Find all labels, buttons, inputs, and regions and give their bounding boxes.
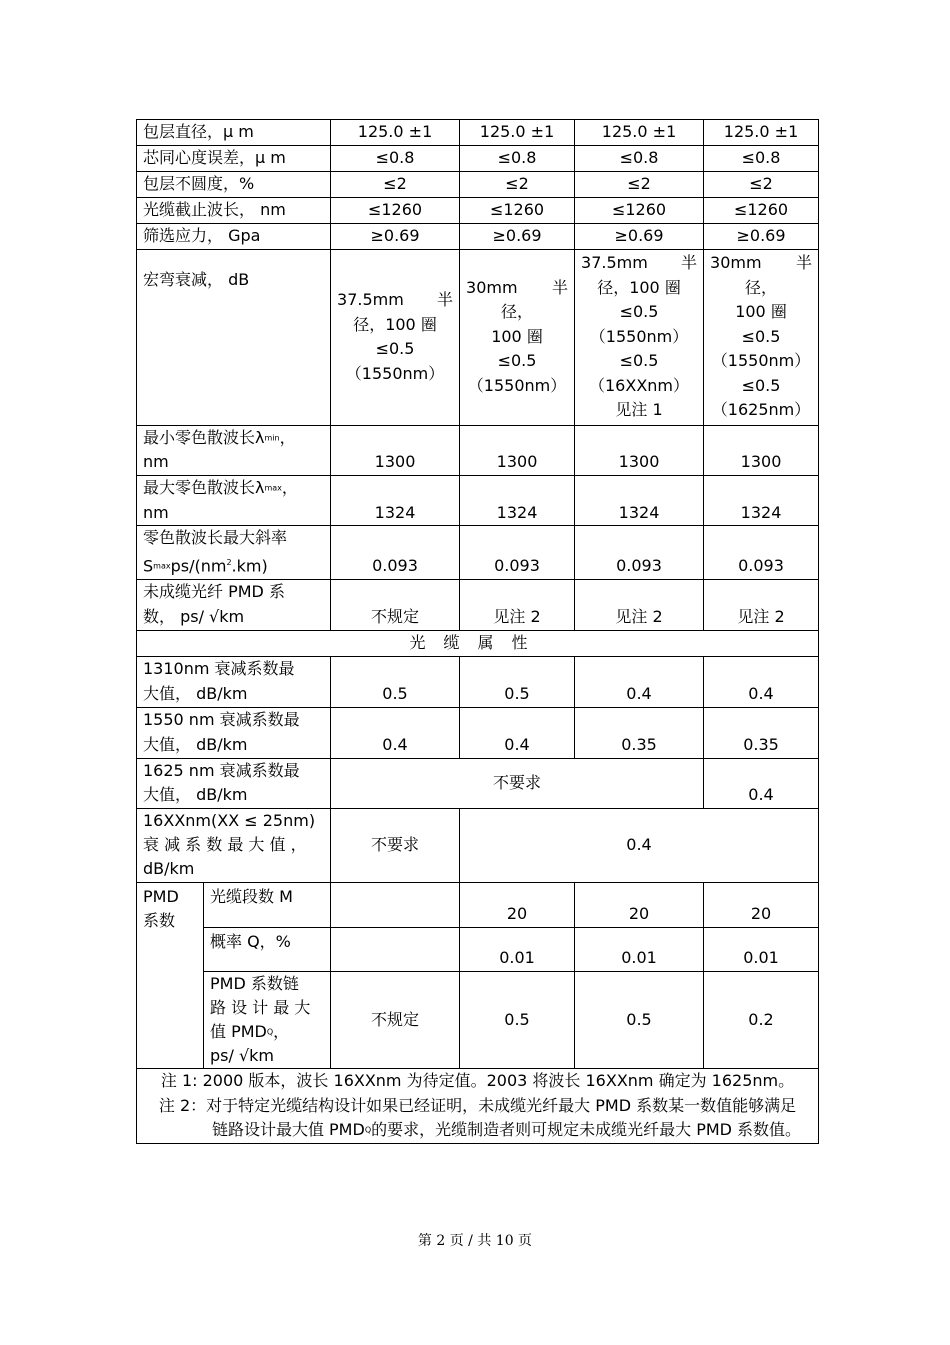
cell: 0.5 (460, 656, 575, 707)
cell: 1324 (575, 475, 704, 525)
macrobend-cell-3: 37.5mm 半 径，100 圈 ≤0.5 （1550nm） ≤0.5 （16XXnm） 见注 1 (575, 249, 704, 425)
cell: 125.0 ±1 (704, 120, 819, 146)
row-label: 未成缆光纤 PMD 系 数， ps/ √km (137, 579, 331, 630)
cell: 0.4 (704, 758, 819, 808)
row-label: 概率 Q，% (204, 927, 331, 971)
cell: 0.01 (460, 927, 575, 971)
row-label: 16XXnm(XX ≤ 25nm) 衰 减 系 数 最 大 值 ， dB/km (137, 808, 331, 882)
cell: ≤2 (575, 171, 704, 197)
row-label: 包层直径，μ m (137, 120, 331, 146)
row-label: 最大零色散波长λmax， nm (137, 475, 331, 525)
row-label: 1625 nm 衰减系数最 大值， dB/km (137, 758, 331, 808)
table-row (137, 758, 819, 808)
cell-merged: 不要求 (331, 758, 704, 808)
cell: 20 (704, 882, 819, 927)
cell: ≥0.69 (460, 223, 575, 249)
cell: 0.2 (704, 971, 819, 1069)
table-row (137, 579, 819, 630)
cell: 0.093 (704, 526, 819, 580)
row-label: 最小零色散波长λmin， nm (137, 425, 331, 475)
table-row (137, 425, 819, 475)
cell (331, 927, 460, 971)
cell: 1324 (704, 475, 819, 525)
cell-merged: 0.4 (460, 808, 819, 882)
cell: ≤1260 (331, 197, 460, 223)
table-row (137, 927, 819, 971)
row-label: 1310nm 衰减系数最 大值， dB/km (137, 656, 331, 707)
cell: 125.0 ±1 (331, 120, 460, 146)
cell: ≤0.8 (575, 145, 704, 171)
row-label: 筛选应力， Gpa (137, 223, 331, 249)
cell: 0.093 (331, 526, 460, 580)
cell: 0.4 (331, 707, 460, 758)
cell: 1300 (575, 425, 704, 475)
cell: 1324 (331, 475, 460, 525)
table-row (137, 171, 819, 197)
macrobend-row (137, 249, 819, 425)
cell: 0.01 (575, 927, 704, 971)
table-row (137, 656, 819, 707)
cell: 125.0 ±1 (460, 120, 575, 146)
macrobend-cell-4: 30mm 半 径， 100 圈 ≤0.5 （1550nm） ≤0.5 （1625nm） (704, 249, 819, 425)
table-row (137, 223, 819, 249)
macrobend-cell-1: 37.5mm 半 径，100 圈 ≤0.5 （1550nm） (331, 249, 460, 425)
note-2: 注 2：对于特定光缆结构设计如果已经证明，未成缆光纤最大 PMD 系数某一数值能够满足 (158, 1095, 797, 1115)
cell: 1300 (331, 425, 460, 475)
cell: 见注 2 (575, 579, 704, 630)
cell: 不要求 (331, 808, 460, 882)
row-label: 光缆段数 M (204, 882, 331, 927)
cell: 不规定 (331, 971, 460, 1069)
note-2-continued: 链路设计最大值 PMDQ的要求，光缆制造者则可规定未成缆光纤最大 PMD 系数值。 (211, 1120, 802, 1140)
cell: 0.4 (460, 707, 575, 758)
cell: 不规定 (331, 579, 460, 630)
notes-row (137, 1069, 819, 1144)
cell: ≥0.69 (575, 223, 704, 249)
cell: ≤2 (704, 171, 819, 197)
cell: 0.093 (575, 526, 704, 580)
cell: 见注 2 (704, 579, 819, 630)
cell: ≥0.69 (704, 223, 819, 249)
table-row (137, 197, 819, 223)
cell: ≥0.69 (331, 223, 460, 249)
cell: ≤1260 (575, 197, 704, 223)
cell: ≤0.8 (704, 145, 819, 171)
note-1: 注 1: 2000 版本，波长 16XXnm 为待定值。2003 将波长 16XXnm 确定为 1625nm。 (160, 1071, 795, 1091)
row-label: 芯同心度误差，μ m (137, 145, 331, 171)
table-row (137, 120, 819, 146)
cell: 125.0 ±1 (575, 120, 704, 146)
table-row (137, 475, 819, 525)
table-row (137, 526, 819, 580)
table-row (137, 882, 819, 927)
row-label: 宏弯衰减， dB (137, 249, 331, 425)
macrobend-cell-2: 30mm 半 径， 100 圈 ≤0.5 （1550nm） (460, 249, 575, 425)
table-row (137, 707, 819, 758)
row-label: 光缆截止波长， nm (137, 197, 331, 223)
cell: 1300 (704, 425, 819, 475)
cell: ≤1260 (460, 197, 575, 223)
cell: 0.5 (575, 971, 704, 1069)
cell: 0.5 (460, 971, 575, 1069)
cell: 0.093 (460, 526, 575, 580)
cell: 0.01 (704, 927, 819, 971)
cell: ≤0.8 (460, 145, 575, 171)
cell: ≤2 (331, 171, 460, 197)
table-row (137, 145, 819, 171)
notes (137, 1069, 819, 1144)
table-row (137, 808, 819, 882)
section-header-row (137, 630, 819, 656)
cell: 0.4 (704, 656, 819, 707)
page-footer: 第 2 页 / 共 10 页 (417, 1233, 533, 1249)
cell: 20 (460, 882, 575, 927)
row-label: 1550 nm 衰减系数最 大值， dB/km (137, 707, 331, 758)
cell: ≤0.8 (331, 145, 460, 171)
spec-table (136, 119, 819, 1144)
section-title: 光缆属性 (137, 630, 819, 656)
cell (331, 882, 460, 927)
cell: 0.4 (575, 656, 704, 707)
cell: ≤2 (460, 171, 575, 197)
cell: 0.35 (575, 707, 704, 758)
row-label: 零色散波长最大斜率 Smaxps/$(nm^2.km)$ (137, 526, 331, 580)
row-label: 包层不圆度，% (137, 171, 331, 197)
pmd-group-label: PMD 系数 (137, 882, 204, 1069)
cell: 1324 (460, 475, 575, 525)
cell: 0.5 (331, 656, 460, 707)
table-row (137, 971, 819, 1069)
cell: ≤1260 (704, 197, 819, 223)
cell: 1300 (460, 425, 575, 475)
row-label: PMD 系数链 路 设 计 最 大 值 PMDQ， ps/ √km (204, 971, 331, 1069)
cell: 20 (575, 882, 704, 927)
cell: 见注 2 (460, 579, 575, 630)
cell: 0.35 (704, 707, 819, 758)
